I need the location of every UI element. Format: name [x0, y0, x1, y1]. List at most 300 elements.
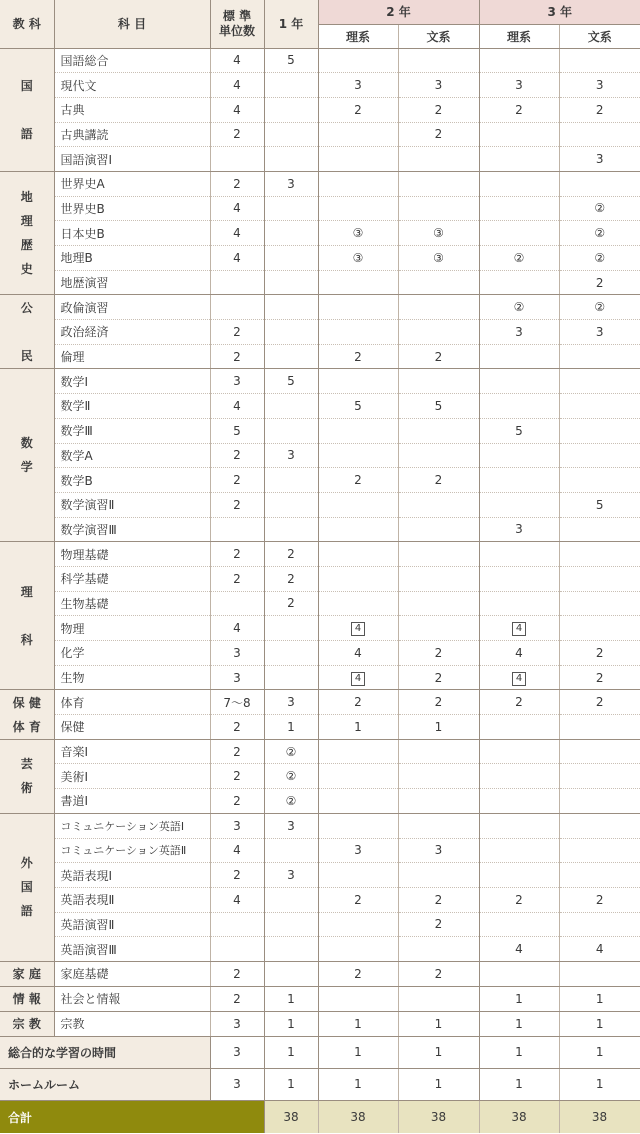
table-row — [0, 196, 640, 221]
year3-science-units — [479, 591, 559, 616]
year1-units — [264, 122, 318, 147]
year3-science-units — [479, 838, 559, 863]
year2-science-units — [318, 764, 398, 789]
year3-humanities-units: 2 — [559, 97, 640, 122]
total-y1: 38 — [264, 1100, 318, 1133]
year3-humanities-units — [559, 764, 640, 789]
subject-name: 数学演習Ⅲ — [54, 517, 210, 542]
standard-units: 4 — [210, 394, 264, 419]
year3-science-units — [479, 542, 559, 567]
standard-units: 4 — [210, 838, 264, 863]
year3-science-units: 4 — [479, 616, 559, 641]
standard-units: 4 — [210, 887, 264, 912]
table-row — [0, 764, 640, 789]
year2-science-units — [318, 443, 398, 468]
standard-units: 2 — [210, 344, 264, 369]
year2-science-units: 2 — [318, 468, 398, 493]
year1-units — [264, 73, 318, 98]
table-row — [0, 986, 640, 1011]
year2-science-units — [318, 789, 398, 814]
year2-science-units — [318, 542, 398, 567]
year3-humanities-units — [559, 344, 640, 369]
subject-name: 現代文 — [54, 73, 210, 98]
table-row — [0, 320, 640, 345]
year2-science-units — [318, 48, 398, 73]
year1-units: 3 — [264, 813, 318, 838]
standard-units: 2 — [210, 739, 264, 764]
subject-name: 化学 — [54, 641, 210, 666]
year3-science-units — [479, 566, 559, 591]
year2-humanities-units — [398, 813, 479, 838]
year2-science-units: 2 — [318, 97, 398, 122]
year2-humanities-units — [398, 270, 479, 295]
year2-science-units: 1 — [318, 1036, 398, 1068]
standard-units: 2 — [210, 961, 264, 986]
standard-units: 3 — [210, 665, 264, 690]
year2-humanities-units: 1 — [398, 1068, 479, 1100]
table-row — [0, 641, 640, 666]
table-row — [0, 394, 640, 419]
year2-humanities-units — [398, 986, 479, 1011]
header-y3-humanities: 文系 — [559, 24, 640, 48]
year2-humanities-units: 1 — [398, 1036, 479, 1068]
year1-units: 2 — [264, 591, 318, 616]
year2-science-units — [318, 122, 398, 147]
table-row — [0, 221, 640, 246]
table-row — [0, 912, 640, 937]
table-row — [0, 122, 640, 147]
table-row — [0, 1036, 640, 1068]
standard-units: 2 — [210, 492, 264, 517]
year2-science-units: 4 — [318, 616, 398, 641]
year2-science-units — [318, 517, 398, 542]
year2-humanities-units — [398, 739, 479, 764]
subject-name: 政倫演習 — [54, 295, 210, 320]
year1-units: 1 — [264, 1036, 318, 1068]
subject-name: 英語演習Ⅱ — [54, 912, 210, 937]
year3-humanities-units — [559, 813, 640, 838]
standard-units — [210, 937, 264, 962]
year3-science-units — [479, 764, 559, 789]
standard-units: 4 — [210, 196, 264, 221]
year3-humanities-units — [559, 394, 640, 419]
year3-humanities-units: ② — [559, 196, 640, 221]
subject-name: 地理B — [54, 246, 210, 271]
year2-humanities-units — [398, 295, 479, 320]
year1-units — [264, 270, 318, 295]
year2-science-units — [318, 986, 398, 1011]
year2-humanities-units: 2 — [398, 690, 479, 715]
category-label: 数 学 — [0, 369, 54, 542]
year3-humanities-units: 2 — [559, 690, 640, 715]
year3-science-units — [479, 48, 559, 73]
year2-science-units: 1 — [318, 715, 398, 740]
year3-humanities-units — [559, 591, 640, 616]
year3-science-units: 4 — [479, 641, 559, 666]
table-row — [0, 690, 640, 715]
extra-row-label: ホームルーム — [0, 1068, 210, 1100]
year3-science-units — [479, 739, 559, 764]
subject-name: 家庭基礎 — [54, 961, 210, 986]
year3-science-units: 5 — [479, 418, 559, 443]
subject-name: 数学Ⅰ — [54, 369, 210, 394]
standard-units: 4 — [210, 616, 264, 641]
year2-science-units — [318, 320, 398, 345]
year3-science-units — [479, 492, 559, 517]
standard-units: 2 — [210, 122, 264, 147]
year1-units — [264, 641, 318, 666]
category-label: 芸 術 — [0, 739, 54, 813]
table-row — [0, 887, 640, 912]
table-row — [0, 344, 640, 369]
year2-science-units: 2 — [318, 690, 398, 715]
total-y2r: 38 — [318, 1100, 398, 1133]
category-label: 外 国 語 — [0, 813, 54, 961]
header-year1: 1 年 — [264, 0, 318, 48]
year1-units: 1 — [264, 986, 318, 1011]
standard-units: 3 — [210, 813, 264, 838]
total-y2b: 38 — [398, 1100, 479, 1133]
year3-humanities-units — [559, 863, 640, 888]
year1-units: 3 — [264, 863, 318, 888]
standard-units: 4 — [210, 246, 264, 271]
subject-name: 数学Ⅱ — [54, 394, 210, 419]
year1-units — [264, 616, 318, 641]
subject-name: 数学演習Ⅱ — [54, 492, 210, 517]
year3-science-units: ② — [479, 295, 559, 320]
year3-humanities-units: 2 — [559, 665, 640, 690]
year2-science-units: 3 — [318, 73, 398, 98]
subject-name: 英語表現Ⅱ — [54, 887, 210, 912]
year3-science-units: 3 — [479, 73, 559, 98]
year2-science-units — [318, 196, 398, 221]
year2-humanities-units — [398, 542, 479, 567]
year2-science-units: ③ — [318, 221, 398, 246]
year3-humanities-units — [559, 418, 640, 443]
year3-humanities-units: 1 — [559, 1011, 640, 1036]
year1-units: 1 — [264, 1011, 318, 1036]
table-row — [0, 418, 640, 443]
year3-humanities-units — [559, 171, 640, 196]
year3-science-units — [479, 394, 559, 419]
category-label: 地 理 歴 史 — [0, 171, 54, 294]
year1-units: 5 — [264, 369, 318, 394]
year1-units: ② — [264, 739, 318, 764]
year3-science-units — [479, 270, 559, 295]
year3-science-units: 4 — [479, 937, 559, 962]
table-row — [0, 1068, 640, 1100]
year1-units — [264, 937, 318, 962]
table-row — [0, 468, 640, 493]
year2-humanities-units — [398, 789, 479, 814]
subject-name: 書道Ⅰ — [54, 789, 210, 814]
year3-humanities-units — [559, 912, 640, 937]
year2-humanities-units: 2 — [398, 641, 479, 666]
year2-humanities-units — [398, 443, 479, 468]
year3-science-units: 3 — [479, 517, 559, 542]
year2-humanities-units: 1 — [398, 1011, 479, 1036]
year1-units: 5 — [264, 48, 318, 73]
year1-units — [264, 838, 318, 863]
year2-humanities-units: 2 — [398, 961, 479, 986]
table-row — [0, 542, 640, 567]
table-row — [0, 246, 640, 271]
standard-units — [210, 517, 264, 542]
table-row — [0, 73, 640, 98]
table-row — [0, 270, 640, 295]
year1-units — [264, 196, 318, 221]
year1-units: 3 — [264, 690, 318, 715]
year1-units — [264, 246, 318, 271]
year3-humanities-units: 4 — [559, 937, 640, 962]
year3-science-units: 4 — [479, 665, 559, 690]
table-row — [0, 566, 640, 591]
subject-name: 社会と情報 — [54, 986, 210, 1011]
year1-units: ② — [264, 789, 318, 814]
year1-units: 3 — [264, 171, 318, 196]
category-label: 理 科 — [0, 542, 54, 690]
subject-name: 物理基礎 — [54, 542, 210, 567]
category-label: 国 語 — [0, 48, 54, 171]
year3-science-units — [479, 369, 559, 394]
year3-science-units: 1 — [479, 1036, 559, 1068]
standard-units: 2 — [210, 171, 264, 196]
header-year3: 3 年 — [479, 0, 640, 24]
year2-humanities-units — [398, 591, 479, 616]
year3-science-units — [479, 196, 559, 221]
year1-units — [264, 221, 318, 246]
year2-humanities-units — [398, 863, 479, 888]
year3-science-units — [479, 789, 559, 814]
subject-name: 体育 — [54, 690, 210, 715]
subject-name: コミュニケーション英語Ⅱ — [54, 838, 210, 863]
standard-units: 5 — [210, 418, 264, 443]
year2-humanities-units — [398, 517, 479, 542]
year2-humanities-units — [398, 369, 479, 394]
year3-humanities-units: 1 — [559, 986, 640, 1011]
table-row — [0, 97, 640, 122]
header-std-units: 標 準 単位数 — [210, 0, 264, 48]
subject-name: 宗教 — [54, 1011, 210, 1036]
year2-science-units — [318, 591, 398, 616]
year2-science-units: 4 — [318, 665, 398, 690]
standard-units: 2 — [210, 986, 264, 1011]
subject-name: 数学Ⅲ — [54, 418, 210, 443]
year2-humanities-units: 2 — [398, 665, 479, 690]
year3-science-units: ② — [479, 246, 559, 271]
year2-science-units — [318, 295, 398, 320]
year1-units — [264, 517, 318, 542]
year1-units — [264, 147, 318, 172]
standard-units: 2 — [210, 863, 264, 888]
extra-row-label: 総合的な学習の時間 — [0, 1036, 210, 1068]
standard-units: 2 — [210, 542, 264, 567]
year3-humanities-units: ② — [559, 221, 640, 246]
subject-name: 国語演習Ⅰ — [54, 147, 210, 172]
year2-science-units: 1 — [318, 1068, 398, 1100]
subject-name: 美術Ⅰ — [54, 764, 210, 789]
year3-humanities-units: ② — [559, 246, 640, 271]
year1-units — [264, 468, 318, 493]
year3-science-units — [479, 813, 559, 838]
year3-humanities-units — [559, 566, 640, 591]
table-row — [0, 739, 640, 764]
year3-science-units — [479, 122, 559, 147]
standard-units: 2 — [210, 566, 264, 591]
standard-units — [210, 912, 264, 937]
subject-name: 音楽Ⅰ — [54, 739, 210, 764]
year1-units — [264, 295, 318, 320]
subject-name: コミュニケーション英語Ⅰ — [54, 813, 210, 838]
year3-humanities-units: 2 — [559, 270, 640, 295]
table-row — [0, 616, 640, 641]
year3-humanities-units — [559, 616, 640, 641]
year3-science-units: 2 — [479, 690, 559, 715]
year3-science-units — [479, 171, 559, 196]
year2-science-units: 2 — [318, 961, 398, 986]
standard-units: 3 — [210, 641, 264, 666]
year2-science-units: 1 — [318, 1011, 398, 1036]
subject-name: 物理 — [54, 616, 210, 641]
standard-units — [210, 591, 264, 616]
header-y2-humanities: 文系 — [398, 24, 479, 48]
year2-humanities-units — [398, 418, 479, 443]
standard-units: 3 — [210, 1068, 264, 1100]
total-y3b: 38 — [559, 1100, 640, 1133]
table-row — [0, 147, 640, 172]
year2-science-units: 2 — [318, 344, 398, 369]
year2-science-units — [318, 566, 398, 591]
year3-science-units: 3 — [479, 320, 559, 345]
subject-name: 政治経済 — [54, 320, 210, 345]
year2-humanities-units: ③ — [398, 246, 479, 271]
table-row — [0, 863, 640, 888]
header-year2: 2 年 — [318, 0, 479, 24]
subject-name: 地歴演習 — [54, 270, 210, 295]
year2-humanities-units: 2 — [398, 468, 479, 493]
subject-name: 国語総合 — [54, 48, 210, 73]
year3-science-units — [479, 344, 559, 369]
standard-units: 2 — [210, 789, 264, 814]
year1-units: 1 — [264, 1068, 318, 1100]
year2-humanities-units — [398, 48, 479, 73]
year3-humanities-units — [559, 122, 640, 147]
year1-units — [264, 418, 318, 443]
table-row — [0, 838, 640, 863]
table-row — [0, 1011, 640, 1036]
category-label: 宗 教 — [0, 1011, 54, 1036]
table-row — [0, 48, 640, 73]
year1-units — [264, 344, 318, 369]
year2-humanities-units — [398, 764, 479, 789]
standard-units: 3 — [210, 369, 264, 394]
year1-units — [264, 665, 318, 690]
year3-science-units — [479, 468, 559, 493]
subject-name: 保健 — [54, 715, 210, 740]
year3-humanities-units — [559, 369, 640, 394]
year2-science-units: 5 — [318, 394, 398, 419]
year2-science-units — [318, 813, 398, 838]
table-row — [0, 171, 640, 196]
standard-units: 2 — [210, 320, 264, 345]
year3-science-units — [479, 443, 559, 468]
year2-science-units — [318, 270, 398, 295]
year3-humanities-units — [559, 789, 640, 814]
year3-humanities-units: 2 — [559, 887, 640, 912]
table-row — [0, 443, 640, 468]
year1-units — [264, 912, 318, 937]
standard-units — [210, 270, 264, 295]
standard-units: 2 — [210, 468, 264, 493]
table-row — [0, 789, 640, 814]
year3-humanities-units: 1 — [559, 1068, 640, 1100]
year2-science-units — [318, 937, 398, 962]
year3-science-units: 2 — [479, 97, 559, 122]
year2-science-units — [318, 171, 398, 196]
subject-name: 世界史B — [54, 196, 210, 221]
subject-name: 英語演習Ⅲ — [54, 937, 210, 962]
year3-science-units: 1 — [479, 1011, 559, 1036]
year3-humanities-units — [559, 48, 640, 73]
subject-name: 世界史A — [54, 171, 210, 196]
year3-humanities-units — [559, 838, 640, 863]
year3-humanities-units: 3 — [559, 147, 640, 172]
year2-humanities-units: 3 — [398, 73, 479, 98]
year2-science-units: ③ — [318, 246, 398, 271]
standard-units: 3 — [210, 1011, 264, 1036]
table-row — [0, 715, 640, 740]
standard-units: 4 — [210, 73, 264, 98]
year2-humanities-units: 3 — [398, 838, 479, 863]
year2-humanities-units: 2 — [398, 97, 479, 122]
year3-science-units — [479, 715, 559, 740]
year3-humanities-units: ② — [559, 295, 640, 320]
year2-humanities-units: 5 — [398, 394, 479, 419]
year3-humanities-units: 1 — [559, 1036, 640, 1068]
year3-science-units — [479, 961, 559, 986]
year3-humanities-units: 3 — [559, 320, 640, 345]
year1-units: ② — [264, 764, 318, 789]
subject-name: 生物 — [54, 665, 210, 690]
standard-units: 7〜8 — [210, 690, 264, 715]
year2-humanities-units — [398, 196, 479, 221]
year2-humanities-units: ③ — [398, 221, 479, 246]
header-category: 教 科 — [0, 0, 54, 48]
year1-units: 2 — [264, 542, 318, 567]
subject-name: 倫理 — [54, 344, 210, 369]
category-label: 情 報 — [0, 986, 54, 1011]
year3-humanities-units — [559, 542, 640, 567]
year3-humanities-units — [559, 443, 640, 468]
year3-science-units — [479, 912, 559, 937]
total-label: 合計 — [0, 1100, 264, 1133]
year2-science-units — [318, 492, 398, 517]
table-row — [0, 295, 640, 320]
year3-humanities-units — [559, 715, 640, 740]
year3-science-units: 2 — [479, 887, 559, 912]
year2-humanities-units — [398, 171, 479, 196]
subject-name: 数学B — [54, 468, 210, 493]
subject-name: 日本史B — [54, 221, 210, 246]
year2-humanities-units — [398, 320, 479, 345]
standard-units: 4 — [210, 97, 264, 122]
header-y3-science: 理系 — [479, 24, 559, 48]
year2-science-units — [318, 863, 398, 888]
subject-name: 数学A — [54, 443, 210, 468]
subject-name: 生物基礎 — [54, 591, 210, 616]
subject-name: 古典講読 — [54, 122, 210, 147]
year2-science-units — [318, 912, 398, 937]
